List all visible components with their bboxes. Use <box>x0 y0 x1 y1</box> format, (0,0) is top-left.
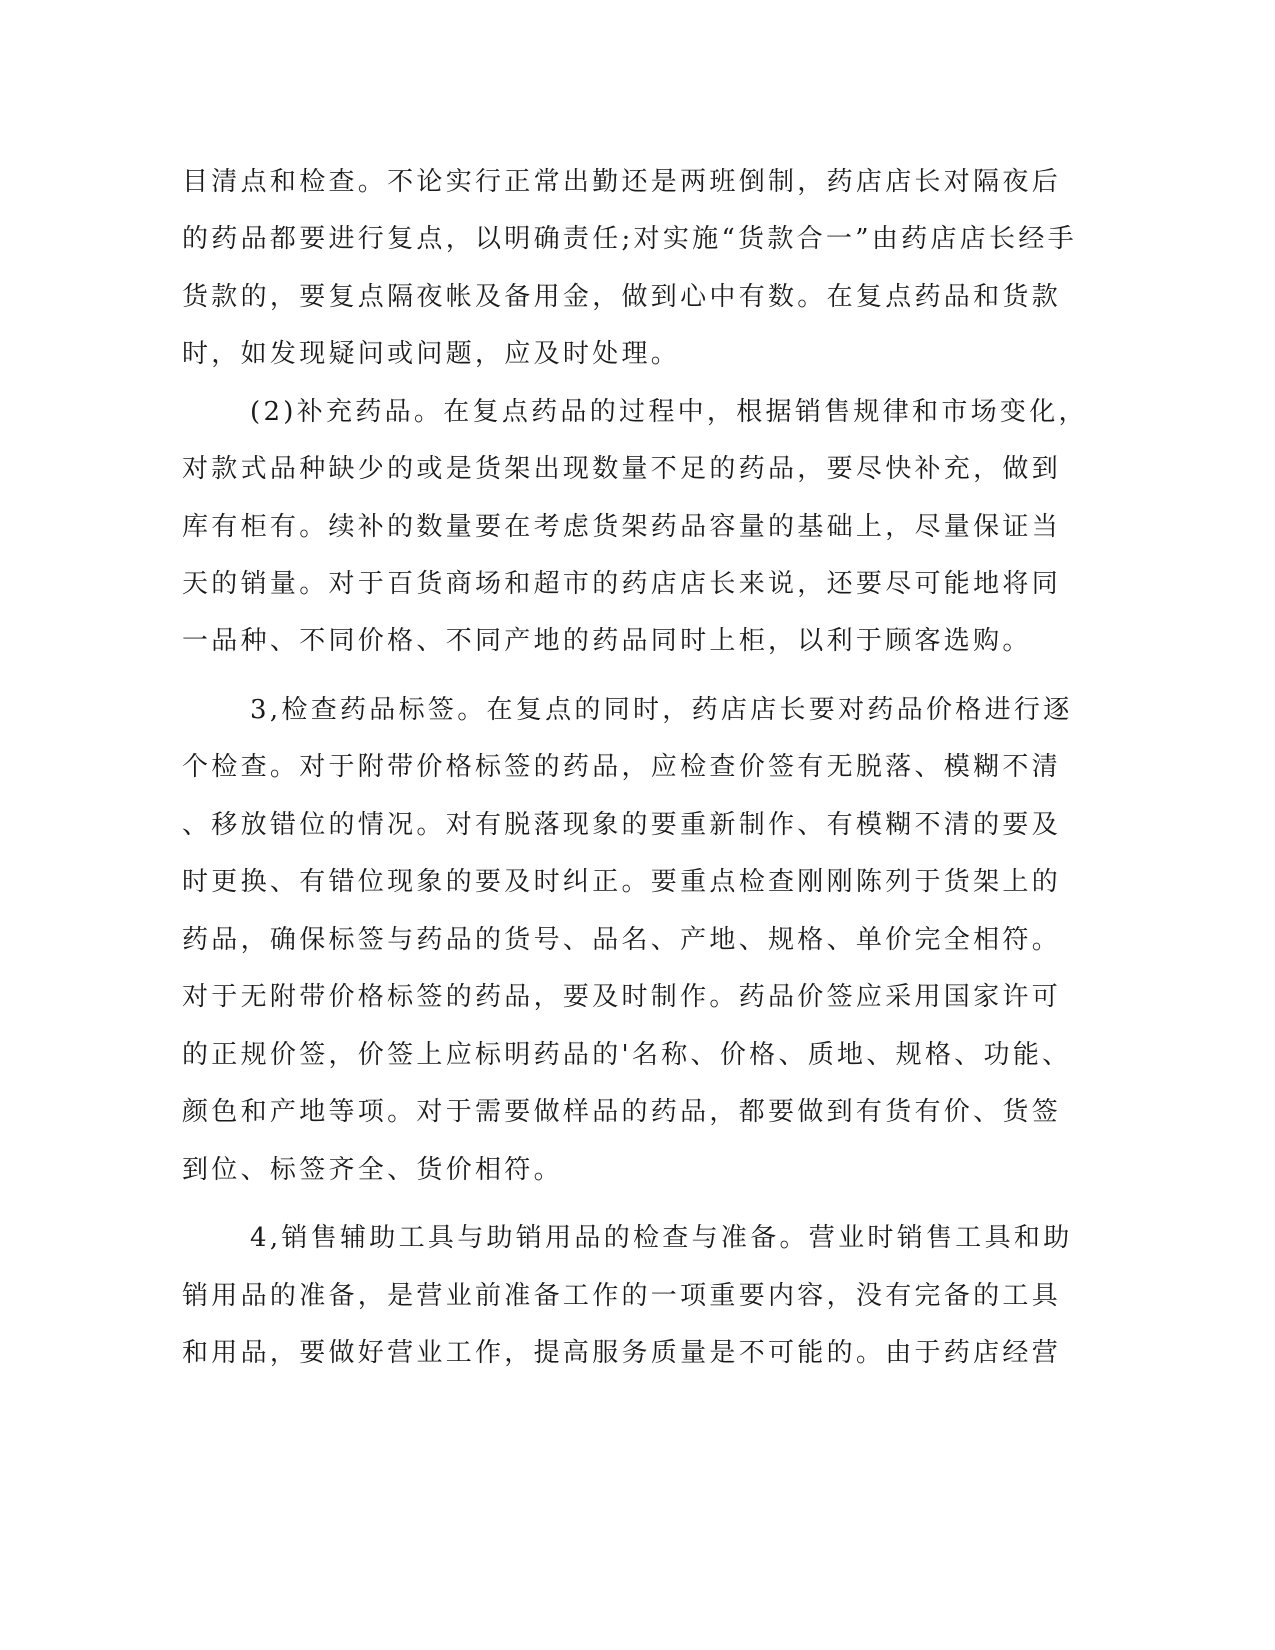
text-line: 颜色和产地等项。对于需要做样品的药品，都要做到有货有价、货签 <box>182 1097 1062 1127</box>
text-line: 一品种、不同价格、不同产地的药品同时上柜，以利于顾客选购。 <box>182 626 1032 656</box>
text-line: 、移放错位的情况。对有脱落现象的要重新制作、有模糊不清的要及 <box>182 810 1062 840</box>
text-line: 货款的，要复点隔夜帐及备用金，做到心中有数。在复点药品和货款 <box>182 282 1062 312</box>
text-line: 和用品，要做好营业工作，提高服务质量是不可能的。由于药店经营 <box>182 1338 1062 1368</box>
paragraph-start-line: 4,销售辅助工具与助销用品的检查与准备。营业时销售工具和助 <box>250 1223 1073 1253</box>
text-line: 对于无附带价格标签的药品，要及时制作。药品价签应采用国家许可 <box>182 982 1062 1012</box>
paragraph-start-line: 3,检查药品标签。在复点的同时，药店店长要对药品价格进行逐 <box>250 695 1073 725</box>
text-line: 的药品都要进行复点，以明确责任;对实施“货款合一”由药店店长经手 <box>182 224 1077 254</box>
text-line: 药品，确保标签与药品的货号、品名、产地、规格、单价完全相符。 <box>182 925 1062 955</box>
text-line: 的正规价签，价签上应标明药品的'名称、价格、质地、规格、功能、 <box>182 1040 1072 1070</box>
text-line: 天的销量。对于百货商场和超市的药店店长来说，还要尽可能地将同 <box>182 569 1062 599</box>
text-line: 时，如发现疑问或问题，应及时处理。 <box>182 339 681 369</box>
paragraph-start-line: (2)补充药品。在复点药品的过程中，根据销售规律和市场变化， <box>250 397 1088 427</box>
text-line: 库有柜有。续补的数量要在考虑货架药品容量的基础上，尽量保证当 <box>182 512 1062 542</box>
text-line: 到位、标签齐全、货价相符。 <box>182 1155 563 1185</box>
text-line: 对款式品种缺少的或是货架出现数量不足的药品，要尽快补充，做到 <box>182 454 1062 484</box>
text-line: 个检查。对于附带价格标签的药品，应检查价签有无脱落、模糊不清 <box>182 752 1062 782</box>
text-line: 时更换、有错位现象的要及时纠正。要重点检查刚刚陈列于货架上的 <box>182 867 1062 897</box>
text-line: 目清点和检查。不论实行正常出勤还是两班倒制，药店店长对隔夜后 <box>182 167 1062 197</box>
text-line: 销用品的准备，是营业前准备工作的一项重要内容，没有完备的工具 <box>182 1281 1062 1311</box>
